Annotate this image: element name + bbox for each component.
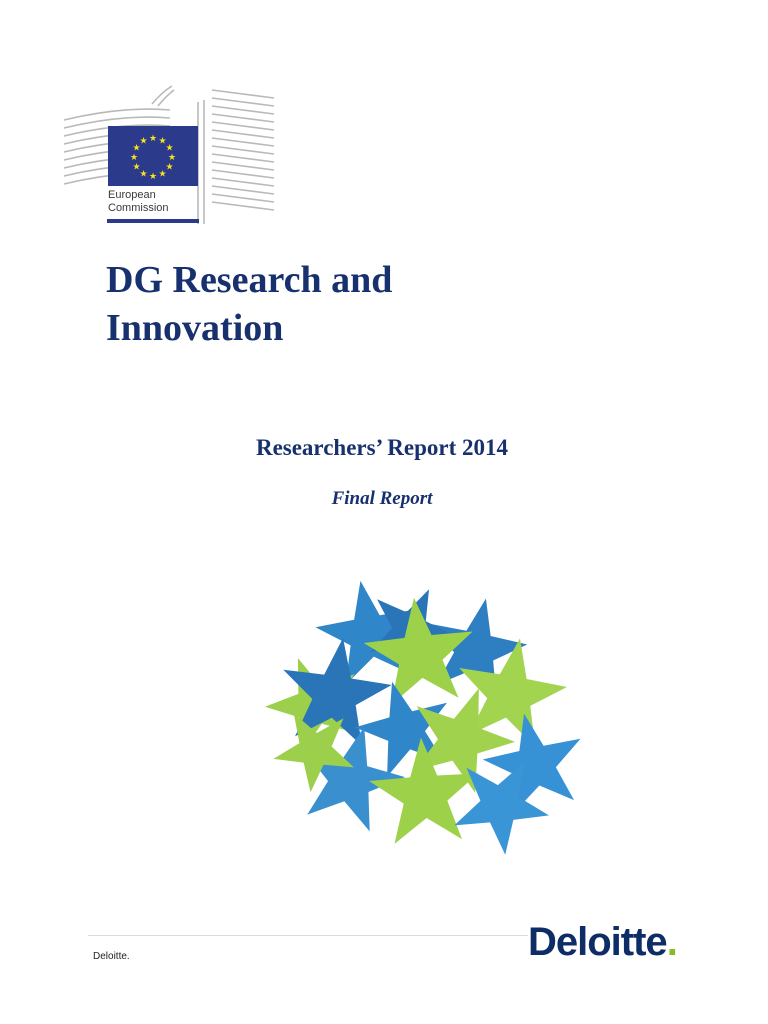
deloitte-logo: [528, 916, 677, 968]
deloitte-dot: .: [666, 920, 677, 964]
svg-text:★: ★: [129, 153, 139, 163]
footer-divider: [88, 935, 528, 936]
title-line-1: DG Research and: [106, 259, 393, 301]
deloitte-wordmark: Deloitte: [528, 920, 667, 964]
report-title: Researchers’ Report 2014: [255, 435, 509, 460]
svg-text:★: ★: [165, 143, 174, 154]
logo-text-commission: Commission: [108, 202, 169, 214]
svg-text:★: ★: [148, 172, 158, 182]
stars-collage-icon: [255, 555, 595, 865]
svg-text:★: ★: [165, 162, 174, 173]
title-line-2: Innovation: [106, 307, 284, 349]
logo-text-european: European: [108, 189, 156, 201]
svg-text:★: ★: [167, 153, 177, 163]
svg-text:★: ★: [139, 169, 148, 180]
svg-text:★: ★: [148, 134, 158, 144]
svg-text:★: ★: [132, 162, 141, 173]
document-title: [106, 256, 392, 352]
svg-text:★: ★: [158, 169, 167, 180]
svg-text:★: ★: [139, 136, 148, 147]
svg-text:★: ★: [132, 143, 141, 154]
svg-text:★: ★: [158, 136, 167, 147]
logo-underline: [107, 219, 199, 223]
footer-company-text: Deloitte.: [93, 951, 130, 962]
report-type: Final Report: [331, 488, 433, 509]
